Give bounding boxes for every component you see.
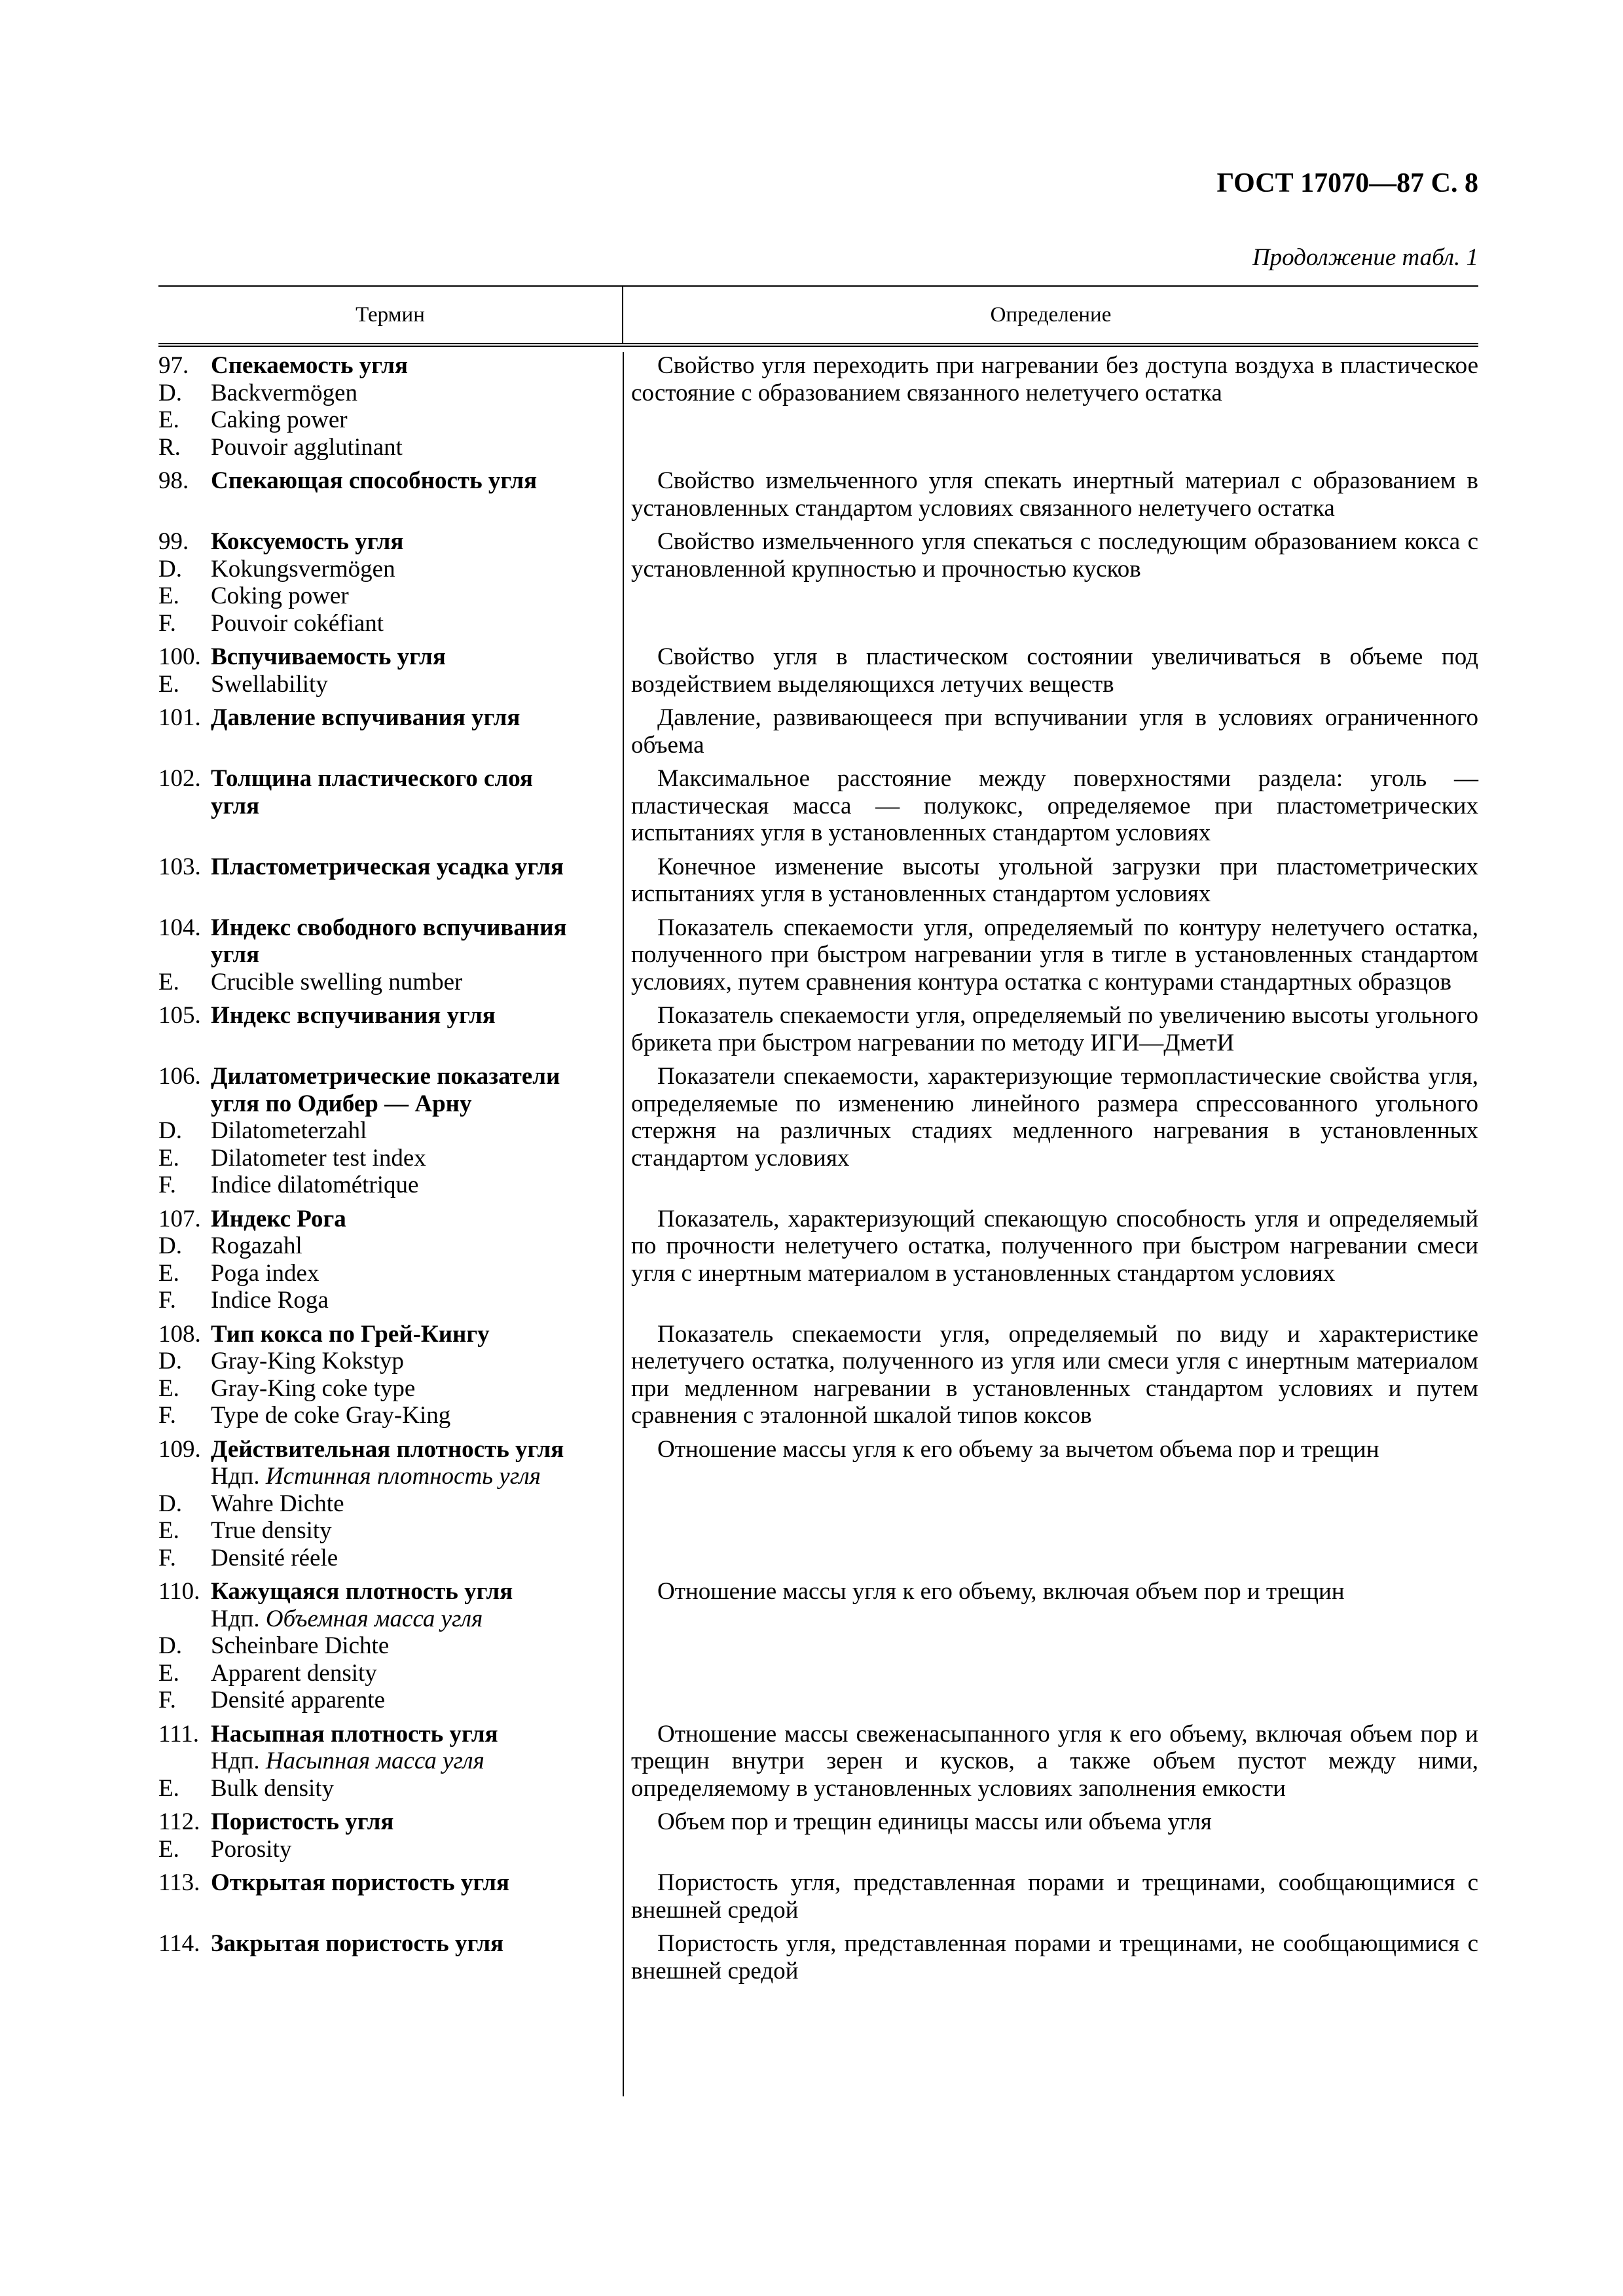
term-main-line <box>158 765 613 793</box>
table-row <box>158 1321 1478 1429</box>
term-number: 107. <box>158 1205 201 1232</box>
definition-text: Показатели спекаемости, характеризующие термопластические свойства угля, определяемые по изменению линейного размера спрессованного угольного стержня на различных стадиях медленного нагревания в установленных стандартом условиях <box>631 1063 1478 1172</box>
definition-cell <box>623 1808 1478 1863</box>
table-row <box>158 1002 1478 1056</box>
term-name: Насыпная плотность угля <box>211 1720 498 1748</box>
nonrecommended-term <box>211 1605 613 1633</box>
foreign-term: True density <box>211 1517 332 1544</box>
definition-text: Отношение массы угля к его объему, включая объем пор и трещин <box>657 1578 1345 1605</box>
term-number: 105. <box>158 1002 201 1029</box>
definition-text: Давление, развивающееся при вспучивании угля в условиях ограниченного объема <box>631 704 1478 759</box>
foreign-term: Swellability <box>211 670 328 698</box>
term-continuation-line <box>158 793 613 820</box>
definition-text: Свойство угля в пластическом состоянии увеличиваться в объеме под воздействием выделяющихся летучих веществ <box>631 643 1478 698</box>
definition-text: Свойство измельченного угля спекаться с последующим образованием кокса с установленной крупностью и прочностью кусков <box>631 528 1478 583</box>
language-code: D. <box>158 555 182 583</box>
definition-cell <box>623 352 1478 461</box>
definition-cell <box>623 1002 1478 1056</box>
term-main-line <box>158 1002 613 1030</box>
term-name: Пористость угля <box>211 1808 394 1835</box>
term-number: 98. <box>158 467 189 494</box>
term-name: Тип кокса по Грей-Кингу <box>211 1320 490 1348</box>
terms-table <box>158 285 1478 1984</box>
term-cell <box>158 352 623 461</box>
foreign-equivalent <box>158 1836 613 1863</box>
term-name: Спекающая способность угля <box>211 467 538 494</box>
term-name: Действительная плотность угля <box>211 1435 564 1463</box>
table-row <box>158 528 1478 637</box>
term-name: Толщина пластического слоя <box>211 765 534 792</box>
table-row <box>158 704 1478 759</box>
foreign-term: Coking power <box>211 583 349 609</box>
term-name: Пластометрическая усадка угля <box>211 853 564 880</box>
foreign-equivalent <box>158 1172 613 1199</box>
definition-text: Отношение массы угля к его объему за вычетом объема пор и трещин <box>657 1435 1379 1463</box>
foreign-equivalent <box>158 556 613 583</box>
foreign-equivalent <box>158 1687 613 1714</box>
term-main-line <box>158 1321 613 1348</box>
term-cell <box>158 467 623 522</box>
language-code: E. <box>158 968 179 996</box>
foreign-equivalent <box>158 406 613 434</box>
foreign-equivalent <box>158 583 613 610</box>
foreign-term: Porosity <box>211 1835 292 1863</box>
language-code: D. <box>158 1490 182 1517</box>
definition-text: Показатель спекаемости угля, определяемый по увеличению высоты угольного брикета при быстром нагревании по методу ИГИ—ДметИ <box>631 1002 1478 1056</box>
term-main-line <box>158 1578 613 1605</box>
foreign-term: Densité apparente <box>211 1687 386 1713</box>
term-name: Индекс Рога <box>211 1205 346 1232</box>
nonrecommended-term-text: Объемная масса угля <box>265 1605 483 1632</box>
language-code: D. <box>158 1232 182 1259</box>
term-cell <box>158 528 623 637</box>
term-cell <box>158 1869 623 1924</box>
foreign-equivalent <box>158 610 613 637</box>
term-cell <box>158 853 623 908</box>
term-main-line <box>158 1808 613 1836</box>
term-number: 114. <box>158 1930 200 1957</box>
foreign-equivalent <box>158 1545 613 1572</box>
foreign-equivalent <box>158 1145 613 1172</box>
term-main-line <box>158 1869 613 1897</box>
term-main-line <box>158 704 613 732</box>
definition-cell <box>623 704 1478 759</box>
term-cell <box>158 1063 623 1199</box>
term-main-line <box>158 1206 613 1233</box>
language-code: E. <box>158 583 179 609</box>
table-row <box>158 914 1478 996</box>
term-number: 101. <box>158 704 201 731</box>
term-nonrecommended-line <box>158 1605 613 1633</box>
table-row <box>158 1206 1478 1314</box>
term-name: Закрытая пористость угля <box>211 1930 504 1957</box>
foreign-term: Indice Roga <box>211 1287 329 1314</box>
definition-cell <box>623 467 1478 522</box>
table-body <box>158 352 1478 1984</box>
foreign-term: Gray-King coke type <box>211 1374 416 1402</box>
definition-text: Пористость угля, представленная порами и трещинами, сообщающимися с внешней средой <box>631 1869 1478 1924</box>
definition-text: Свойство измельченного угля спекать инертный материал с образованием в установленных стандартом условиях связанного нелетучего остатка <box>631 467 1478 522</box>
language-code: R. <box>158 433 181 461</box>
definition-cell <box>623 1869 1478 1924</box>
table-row <box>158 765 1478 847</box>
foreign-term: Densité réele <box>211 1544 338 1571</box>
foreign-term: Gray-King Kokstyp <box>211 1348 404 1374</box>
nonrecommended-label: Ндп. <box>211 1748 260 1774</box>
term-main-line <box>158 853 613 881</box>
foreign-equivalent <box>158 1375 613 1403</box>
foreign-term: Type de coke Gray-King <box>211 1402 451 1429</box>
term-continuation-line <box>158 1090 613 1118</box>
term-indent <box>158 941 211 969</box>
language-code: E. <box>158 1774 179 1802</box>
term-cell <box>158 643 623 698</box>
term-cell <box>158 1436 623 1572</box>
definition-cell <box>623 1206 1478 1314</box>
foreign-equivalent <box>158 969 613 996</box>
table-row <box>158 1578 1478 1714</box>
language-code: E. <box>158 1374 179 1402</box>
language-code: E. <box>158 1517 179 1544</box>
term-cell <box>158 704 623 759</box>
definition-text: Показатель, характеризующий спекающую способность угля и определяемый по прочности нелетучего остатка, полученного при быстром нагревании смеси угля с инертным материалом в установленных стандартом условиях <box>631 1205 1478 1287</box>
term-cell <box>158 1578 623 1714</box>
language-code: E. <box>158 1659 179 1687</box>
column-header-definition: Определение <box>990 302 1112 327</box>
definition-text: Объем пор и трещин единицы массы или объема угля <box>657 1808 1212 1835</box>
table-row <box>158 853 1478 908</box>
term-number: 97. <box>158 352 189 379</box>
definition-cell <box>623 853 1478 908</box>
definition-text: Показатель спекаемости угля, определяемый по контуру нелетучего остатка, полученного при быстром нагревании угля в тигле в установленных стандартом условиях, путем сравнения контура остатка с контурами стандартных образцов <box>631 914 1478 996</box>
definition-cell <box>623 1721 1478 1803</box>
foreign-equivalent <box>158 380 613 407</box>
table-row <box>158 1808 1478 1863</box>
foreign-equivalent <box>158 1632 613 1660</box>
table-row <box>158 643 1478 698</box>
term-number: 100. <box>158 643 201 670</box>
language-code: F. <box>158 1287 176 1314</box>
foreign-term: Wahre Dichte <box>211 1490 344 1517</box>
nonrecommended-term-text: Истинная плотность угля <box>265 1463 541 1490</box>
term-name: Кажущаяся плотность угля <box>211 1578 513 1605</box>
definition-cell <box>623 643 1478 698</box>
term-main-line <box>158 352 613 380</box>
definition-cell <box>623 528 1478 637</box>
language-code: E. <box>158 1144 179 1172</box>
term-number: 110. <box>158 1578 200 1605</box>
foreign-term: Pouvoir cokéfiant <box>211 609 384 637</box>
nonrecommended-term <box>211 1463 613 1490</box>
term-main-line <box>158 1930 613 1958</box>
foreign-term: Dilatometerzahl <box>211 1117 367 1144</box>
table-row <box>158 1436 1478 1572</box>
foreign-term: Poga index <box>211 1259 319 1287</box>
language-code: F. <box>158 609 176 637</box>
term-name-continuation: угля по Одибер — Арну <box>211 1090 472 1117</box>
term-cell <box>158 1930 623 1984</box>
column-header-term: Термин <box>158 287 623 343</box>
document-header: ГОСТ 17070—87 С. 8 <box>1216 168 1478 198</box>
table-row <box>158 1930 1478 1984</box>
foreign-equivalent <box>158 1402 613 1429</box>
foreign-equivalent <box>158 1348 613 1375</box>
term-number: 106. <box>158 1063 201 1090</box>
foreign-term: Crucible swelling number <box>211 968 463 996</box>
language-code: E. <box>158 406 179 433</box>
term-name-continuation: угля <box>211 941 260 968</box>
term-cell <box>158 1721 623 1803</box>
definition-cell <box>623 1321 1478 1429</box>
term-number: 102. <box>158 765 201 792</box>
foreign-equivalent <box>158 1287 613 1314</box>
term-name: Дилатометрические показатели <box>211 1063 560 1090</box>
table-row <box>158 1721 1478 1803</box>
foreign-equivalent <box>158 1517 613 1545</box>
language-code: E. <box>158 670 179 698</box>
foreign-term: Scheinbare Dichte <box>211 1632 390 1659</box>
term-main-line <box>158 528 613 556</box>
language-code: D. <box>158 1348 182 1374</box>
nonrecommended-label: Ндп. <box>211 1605 260 1632</box>
term-nonrecommended-line <box>158 1748 613 1775</box>
term-name: Открытая пористость угля <box>211 1869 510 1896</box>
foreign-term: Indice dilatométrique <box>211 1172 419 1198</box>
foreign-term: Pouvoir agglutinant <box>211 433 403 461</box>
term-number: 103. <box>158 853 201 880</box>
term-indent <box>158 793 211 820</box>
term-indent <box>158 1090 211 1118</box>
foreign-equivalent <box>158 671 613 698</box>
table-continuation-note: Продолжение табл. 1 <box>1252 244 1478 271</box>
term-name: Коксуемость угля <box>211 528 404 555</box>
foreign-equivalent <box>158 1232 613 1260</box>
definition-text: Показатель спекаемости угля, определяемый по виду и характеристике нелетучего остатка, полученного из угля или смеси угля с инертным материалом при медленном нагревании в установленных стандартом условиях и путем сравнения с эталонной шкалой типов коксов <box>631 1320 1478 1429</box>
definition-cell <box>623 765 1478 847</box>
table-row <box>158 352 1478 461</box>
term-main-line <box>158 1721 613 1748</box>
language-code: D. <box>158 379 182 406</box>
term-name: Индекс свободного вспучивания <box>211 914 567 941</box>
term-cell <box>158 1002 623 1056</box>
language-code: F. <box>158 1687 176 1713</box>
term-cell <box>158 914 623 996</box>
definition-text: Свойство угля переходить при нагревании без доступа воздуха в пластическое состояние с образованием связанного нелетучего остатка <box>631 352 1478 406</box>
term-main-line <box>158 467 613 495</box>
nonrecommended-term <box>211 1748 613 1775</box>
table-row <box>158 1063 1478 1199</box>
definition-cell <box>623 914 1478 996</box>
foreign-term: Dilatometer test index <box>211 1144 426 1172</box>
term-nonrecommended-line <box>158 1463 613 1490</box>
nonrecommended-label: Ндп. <box>211 1463 260 1490</box>
term-number: 112. <box>158 1808 200 1835</box>
table-row <box>158 1869 1478 1924</box>
term-number: 113. <box>158 1869 200 1896</box>
term-cell <box>158 1206 623 1314</box>
term-name: Вспучиваемость угля <box>211 643 446 670</box>
foreign-equivalent <box>158 1660 613 1687</box>
definition-text: Максимальное расстояние между поверхностями раздела: уголь — пластическая масса — полукокс, определяемое при пластометрических испытаниях угля в установленных стандартом условиях <box>631 765 1478 846</box>
definition-cell <box>623 1436 1478 1572</box>
term-continuation-line <box>158 941 613 969</box>
term-cell <box>158 765 623 847</box>
language-code: F. <box>158 1402 176 1429</box>
term-main-line <box>158 1436 613 1463</box>
nonrecommended-term-text: Насыпная масса угля <box>265 1748 484 1774</box>
term-name-continuation: угля <box>211 792 260 819</box>
foreign-equivalent <box>158 434 613 461</box>
language-code: D. <box>158 1632 182 1659</box>
foreign-equivalent <box>158 1775 613 1803</box>
term-cell <box>158 1808 623 1863</box>
definition-text: Пористость угля, представленная порами и трещинами, не сообщающимися с внешней средой <box>631 1930 1478 1984</box>
term-main-line <box>158 1063 613 1090</box>
foreign-term: Kokungsvermögen <box>211 555 395 583</box>
definition-cell <box>623 1930 1478 1984</box>
term-indent <box>158 1463 211 1490</box>
foreign-term: Backvermögen <box>211 379 357 406</box>
foreign-term: Caking power <box>211 406 348 433</box>
term-name: Спекаемость угля <box>211 352 408 379</box>
term-name: Давление вспучивания угля <box>211 704 520 731</box>
term-number: 111. <box>158 1720 200 1748</box>
term-main-line <box>158 914 613 942</box>
foreign-equivalent <box>158 1490 613 1518</box>
term-cell <box>158 1321 623 1429</box>
table-row <box>158 467 1478 522</box>
term-name: Индекс вспучивания угля <box>211 1002 496 1029</box>
term-main-line <box>158 643 613 671</box>
term-number: 99. <box>158 528 189 555</box>
language-code: F. <box>158 1544 176 1571</box>
term-number: 109. <box>158 1435 201 1463</box>
foreign-equivalent <box>158 1260 613 1287</box>
table-header <box>158 285 1478 347</box>
foreign-term: Apparent density <box>211 1659 377 1687</box>
foreign-term: Bulk density <box>211 1774 335 1802</box>
definition-cell <box>623 1578 1478 1714</box>
language-code: D. <box>158 1117 182 1144</box>
definition-text: Отношение массы свеженасыпанного угля к его объему, включая объем пор и трещин внутри зерен и кусков, а также объем пустот между ними, определяемому в установленных условиях заполнения емкости <box>631 1720 1478 1802</box>
language-code: E. <box>158 1259 179 1287</box>
term-indent <box>158 1605 211 1633</box>
definition-text: Конечное изменение высоты угольной загрузки при пластометрических испытаниях угля в установленных стандартом условиях <box>631 853 1478 907</box>
language-code: F. <box>158 1172 176 1198</box>
foreign-equivalent <box>158 1117 613 1145</box>
language-code: E. <box>158 1835 179 1863</box>
foreign-term: Rogazahl <box>211 1232 302 1259</box>
term-number: 108. <box>158 1320 201 1348</box>
term-indent <box>158 1748 211 1775</box>
term-number: 104. <box>158 914 201 941</box>
definition-cell <box>623 1063 1478 1199</box>
